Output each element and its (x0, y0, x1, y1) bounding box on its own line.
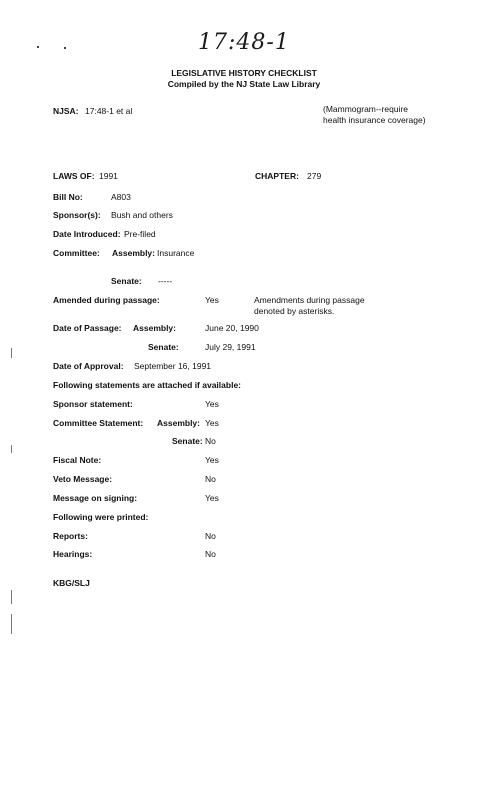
passage-assembly-value: June 20, 1990 (205, 323, 259, 333)
committee-statement-assembly-value: Yes (205, 418, 219, 428)
following-attached-heading: Following statements are attached if available: (53, 380, 241, 390)
scan-speck (37, 46, 39, 48)
committee-label: Committee: (53, 248, 100, 258)
bill-no-label: Bill No: (53, 192, 83, 202)
subject-note: (Mammogram--require health insurance coverage) (323, 104, 426, 125)
date-introduced-label: Date Introduced: (53, 229, 121, 239)
committee-senate-label: Senate: (111, 276, 142, 286)
passage-assembly-label: Assembly: (133, 323, 176, 333)
bill-no-value: A803 (111, 192, 131, 202)
handwritten-statute-number: 17:48-1 (198, 30, 290, 55)
committee-statement-assembly-label: Assembly: (157, 418, 200, 428)
veto-message-value: No (205, 474, 216, 484)
message-on-signing-label: Message on signing: (53, 493, 138, 503)
sponsor-statement-label: Sponsor statement: (53, 399, 133, 409)
laws-of-value: 1991 (99, 171, 118, 181)
passage-senate-value: July 29, 1991 (205, 342, 256, 352)
fiscal-note-value: Yes (205, 455, 219, 465)
hearings-value: No (205, 549, 216, 559)
sponsors-value: Bush and others (111, 210, 173, 220)
hearings-label: Hearings: (53, 549, 93, 559)
scan-edge-mark (11, 445, 12, 453)
scan-edge-mark (11, 614, 12, 634)
committee-statement-label: Committee Statement: (53, 418, 144, 428)
committee-assembly-value: Insurance (157, 248, 195, 258)
date-of-approval-value: September 16, 1991 (134, 361, 212, 371)
laws-of-label: LAWS OF: (53, 171, 95, 181)
chapter-label: CHAPTER: (255, 171, 299, 181)
committee-statement-senate-label: Senate: (172, 436, 203, 446)
message-on-signing-value: Yes (205, 493, 219, 503)
amended-label: Amended during passage: (53, 295, 160, 305)
document-title: LEGISLATIVE HISTORY CHECKLIST (171, 68, 317, 78)
njsa-value: 17:48-1 et al (85, 106, 133, 116)
sponsor-statement-value: Yes (205, 399, 219, 409)
committee-senate-value: ----- (158, 276, 173, 286)
fiscal-note-label: Fiscal Note: (53, 455, 102, 465)
njsa-label: NJSA: (53, 106, 79, 116)
following-printed-heading: Following were printed: (53, 512, 149, 522)
chapter-value: 279 (307, 171, 322, 181)
committee-statement-senate-value: No (205, 436, 216, 446)
scan-edge-mark (11, 348, 12, 358)
committee-assembly-label: Assembly: (112, 248, 155, 258)
reports-value: No (205, 531, 216, 541)
passage-senate-label: Senate: (148, 342, 179, 352)
date-of-approval-label: Date of Approval: (53, 361, 124, 371)
scan-edge-mark (11, 590, 12, 604)
preparer-initials: KBG/SLJ (53, 578, 90, 588)
sponsors-label: Sponsor(s): (53, 210, 101, 220)
amended-value: Yes (205, 295, 219, 305)
scan-speck (64, 47, 66, 49)
reports-label: Reports: (53, 531, 88, 541)
date-of-passage-label: Date of Passage: (53, 323, 122, 333)
veto-message-label: Veto Message: (53, 474, 113, 484)
document-subtitle: Compiled by the NJ State Law Library (167, 79, 321, 89)
date-introduced-value: Pre-filed (124, 229, 156, 239)
amended-note: Amendments during passage denoted by asterisks. (254, 295, 365, 316)
